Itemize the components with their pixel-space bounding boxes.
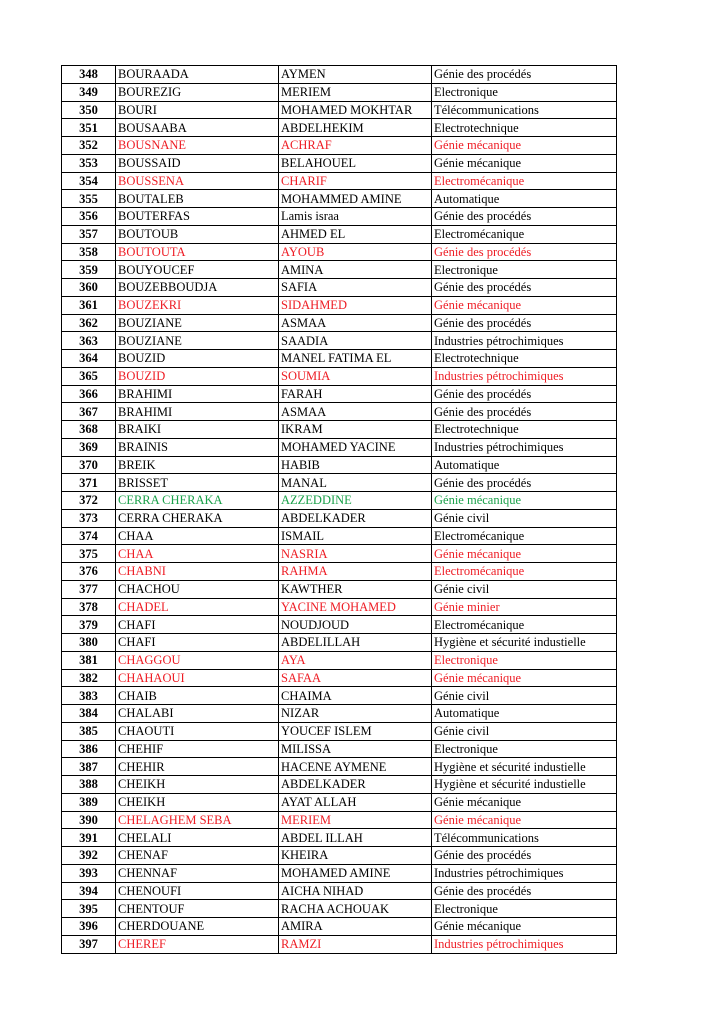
row-number: 349: [62, 83, 116, 101]
last-name-cell: BOUSSAID: [116, 154, 279, 172]
last-name-cell: CHAGGOU: [116, 651, 279, 669]
first-name-cell: HABIB: [279, 456, 432, 474]
last-name-cell: BOUTERFAS: [116, 208, 279, 226]
last-name-cell: BOUZEBBOUDJA: [116, 279, 279, 297]
table-row: [62, 367, 617, 385]
table-row: [62, 793, 617, 811]
first-name-cell: ABDELKADER: [279, 509, 432, 527]
department-cell: Automatique: [432, 705, 617, 723]
row-number: 389: [62, 793, 116, 811]
table-row: [62, 261, 617, 279]
first-name-cell: AZZEDDINE: [279, 492, 432, 510]
row-number: 370: [62, 456, 116, 474]
first-name-cell: CHARIF: [279, 172, 432, 190]
table-row: [62, 456, 617, 474]
row-number: 352: [62, 137, 116, 155]
department-cell: Génie des procédés: [432, 314, 617, 332]
table-row: [62, 811, 617, 829]
row-number: 364: [62, 350, 116, 368]
table-row: [62, 598, 617, 616]
first-name-cell: AYOUB: [279, 243, 432, 261]
first-name-cell: BELAHOUEL: [279, 154, 432, 172]
row-number: 363: [62, 332, 116, 350]
last-name-cell: CHELALI: [116, 829, 279, 847]
department-cell: Electronique: [432, 651, 617, 669]
last-name-cell: CHACHOU: [116, 580, 279, 598]
first-name-cell: KAWTHER: [279, 580, 432, 598]
first-name-cell: YACINE MOHAMED: [279, 598, 432, 616]
first-name-cell: RACHA ACHOUAK: [279, 900, 432, 918]
table-row: [62, 563, 617, 581]
last-name-cell: CHEREF: [116, 935, 279, 953]
last-name-cell: BOUSAABA: [116, 119, 279, 137]
first-name-cell: NASRIA: [279, 545, 432, 563]
last-name-cell: CHAOUTI: [116, 722, 279, 740]
last-name-cell: CHAA: [116, 545, 279, 563]
first-name-cell: SAFIA: [279, 279, 432, 297]
department-cell: Génie mécanique: [432, 793, 617, 811]
row-number: 376: [62, 563, 116, 581]
first-name-cell: ABDELHEKIM: [279, 119, 432, 137]
first-name-cell: CHAIMA: [279, 687, 432, 705]
department-cell: Génie des procédés: [432, 66, 617, 84]
row-number: 394: [62, 882, 116, 900]
first-name-cell: ASMAA: [279, 314, 432, 332]
department-cell: Industries pétrochimiques: [432, 864, 617, 882]
last-name-cell: CHAA: [116, 527, 279, 545]
table-row: [62, 545, 617, 563]
table-row: [62, 83, 617, 101]
row-number: 362: [62, 314, 116, 332]
last-name-cell: CHEIKH: [116, 776, 279, 794]
table-row: [62, 208, 617, 226]
row-number: 374: [62, 527, 116, 545]
row-number: 388: [62, 776, 116, 794]
first-name-cell: MANEL FATIMA EL: [279, 350, 432, 368]
department-cell: Génie mécanique: [432, 137, 617, 155]
table-row: [62, 492, 617, 510]
last-name-cell: BOUSNANE: [116, 137, 279, 155]
table-row: [62, 119, 617, 137]
table-row: [62, 900, 617, 918]
row-number: 358: [62, 243, 116, 261]
row-number: 379: [62, 616, 116, 634]
row-number: 351: [62, 119, 116, 137]
table-row: [62, 314, 617, 332]
department-cell: Génie des procédés: [432, 847, 617, 865]
row-number: 383: [62, 687, 116, 705]
row-number: 372: [62, 492, 116, 510]
first-name-cell: IKRAM: [279, 421, 432, 439]
last-name-cell: BRAHIMI: [116, 403, 279, 421]
last-name-cell: BOUTOUTA: [116, 243, 279, 261]
row-number: 386: [62, 740, 116, 758]
last-name-cell: CHENOUFI: [116, 882, 279, 900]
table-row: [62, 101, 617, 119]
row-number: 360: [62, 279, 116, 297]
last-name-cell: BRISSET: [116, 474, 279, 492]
row-number: 384: [62, 705, 116, 723]
table-row: [62, 776, 617, 794]
first-name-cell: MERIEM: [279, 83, 432, 101]
table-row: [62, 421, 617, 439]
department-cell: Electrotechnique: [432, 119, 617, 137]
department-cell: Electronique: [432, 900, 617, 918]
department-cell: Génie des procédés: [432, 882, 617, 900]
table-row: [62, 332, 617, 350]
first-name-cell: MILISSA: [279, 740, 432, 758]
row-number: 385: [62, 722, 116, 740]
last-name-cell: CHEHIR: [116, 758, 279, 776]
department-cell: Génie mécanique: [432, 918, 617, 936]
first-name-cell: ABDELILLAH: [279, 634, 432, 652]
last-name-cell: CHELAGHEM SEBA: [116, 811, 279, 829]
department-cell: Industries pétrochimiques: [432, 935, 617, 953]
department-cell: Hygiène et sécurité industielle: [432, 776, 617, 794]
department-cell: Génie mécanique: [432, 154, 617, 172]
department-cell: Génie mécanique: [432, 545, 617, 563]
department-cell: Electromécanique: [432, 563, 617, 581]
last-name-cell: BRAINIS: [116, 438, 279, 456]
last-name-cell: CHENAF: [116, 847, 279, 865]
department-cell: Télécommunications: [432, 829, 617, 847]
row-number: 390: [62, 811, 116, 829]
last-name-cell: CHADEL: [116, 598, 279, 616]
department-cell: Génie des procédés: [432, 279, 617, 297]
first-name-cell: NOUDJOUD: [279, 616, 432, 634]
first-name-cell: ACHRAF: [279, 137, 432, 155]
first-name-cell: AMINA: [279, 261, 432, 279]
department-cell: Génie des procédés: [432, 474, 617, 492]
table-row: [62, 474, 617, 492]
row-number: 381: [62, 651, 116, 669]
department-cell: Génie civil: [432, 722, 617, 740]
last-name-cell: BOUZEKRI: [116, 296, 279, 314]
first-name-cell: SIDAHMED: [279, 296, 432, 314]
department-cell: Electronique: [432, 83, 617, 101]
department-cell: Génie mécanique: [432, 492, 617, 510]
last-name-cell: BOUZID: [116, 350, 279, 368]
last-name-cell: CHABNI: [116, 563, 279, 581]
first-name-cell: AYA: [279, 651, 432, 669]
last-name-cell: BOUREZIG: [116, 83, 279, 101]
first-name-cell: KHEIRA: [279, 847, 432, 865]
row-number: 387: [62, 758, 116, 776]
last-name-cell: CHENTOUF: [116, 900, 279, 918]
table-row: [62, 935, 617, 953]
first-name-cell: Lamis israa: [279, 208, 432, 226]
row-number: 354: [62, 172, 116, 190]
first-name-cell: MERIEM: [279, 811, 432, 829]
first-name-cell: AYMEN: [279, 66, 432, 84]
first-name-cell: AYAT ALLAH: [279, 793, 432, 811]
row-number: 395: [62, 900, 116, 918]
table-row: [62, 616, 617, 634]
first-name-cell: FARAH: [279, 385, 432, 403]
department-cell: Génie mécanique: [432, 669, 617, 687]
table-row: [62, 847, 617, 865]
department-cell: Génie des procédés: [432, 243, 617, 261]
last-name-cell: CHEHIF: [116, 740, 279, 758]
first-name-cell: MANAL: [279, 474, 432, 492]
row-number: 367: [62, 403, 116, 421]
table-row: [62, 225, 617, 243]
last-name-cell: BOURI: [116, 101, 279, 119]
department-cell: Hygiène et sécurité industielle: [432, 758, 617, 776]
row-number: 396: [62, 918, 116, 936]
row-number: 357: [62, 225, 116, 243]
table-row: [62, 438, 617, 456]
table-row: [62, 154, 617, 172]
department-cell: Electromécanique: [432, 616, 617, 634]
row-number: 366: [62, 385, 116, 403]
first-name-cell: MOHAMED MOKHTAR: [279, 101, 432, 119]
table-row: [62, 634, 617, 652]
table-row: [62, 882, 617, 900]
row-number: 378: [62, 598, 116, 616]
department-cell: Electronique: [432, 740, 617, 758]
table-row: [62, 864, 617, 882]
first-name-cell: SAFAA: [279, 669, 432, 687]
last-name-cell: CHAHAOUI: [116, 669, 279, 687]
student-table-body: [62, 66, 617, 954]
department-cell: Génie des procédés: [432, 385, 617, 403]
department-cell: Télécommunications: [432, 101, 617, 119]
table-row: [62, 190, 617, 208]
row-number: 375: [62, 545, 116, 563]
last-name-cell: CHERDOUANE: [116, 918, 279, 936]
department-cell: Génie des procédés: [432, 208, 617, 226]
row-number: 359: [62, 261, 116, 279]
department-cell: Génie civil: [432, 580, 617, 598]
first-name-cell: AHMED EL: [279, 225, 432, 243]
first-name-cell: ABDELKADER: [279, 776, 432, 794]
row-number: 350: [62, 101, 116, 119]
department-cell: Génie civil: [432, 687, 617, 705]
department-cell: Electronique: [432, 261, 617, 279]
row-number: 369: [62, 438, 116, 456]
table-row: [62, 296, 617, 314]
first-name-cell: HACENE AYMENE: [279, 758, 432, 776]
first-name-cell: ISMAIL: [279, 527, 432, 545]
first-name-cell: MOHAMED AMINE: [279, 864, 432, 882]
row-number: 348: [62, 66, 116, 84]
table-row: [62, 509, 617, 527]
table-row: [62, 651, 617, 669]
table-row: [62, 172, 617, 190]
first-name-cell: MOHAMMED AMINE: [279, 190, 432, 208]
table-row: [62, 722, 617, 740]
first-name-cell: RAMZI: [279, 935, 432, 953]
table-row: [62, 403, 617, 421]
row-number: 393: [62, 864, 116, 882]
last-name-cell: BREIK: [116, 456, 279, 474]
department-cell: Electromécanique: [432, 527, 617, 545]
department-cell: Electromécanique: [432, 225, 617, 243]
last-name-cell: BOUZIANE: [116, 332, 279, 350]
last-name-cell: CHAIB: [116, 687, 279, 705]
row-number: 355: [62, 190, 116, 208]
table-row: [62, 243, 617, 261]
department-cell: Electromécanique: [432, 172, 617, 190]
row-number: 356: [62, 208, 116, 226]
table-row: [62, 740, 617, 758]
row-number: 391: [62, 829, 116, 847]
first-name-cell: NIZAR: [279, 705, 432, 723]
row-number: 371: [62, 474, 116, 492]
department-cell: Automatique: [432, 190, 617, 208]
last-name-cell: CHENNAF: [116, 864, 279, 882]
first-name-cell: SOUMIA: [279, 367, 432, 385]
row-number: 380: [62, 634, 116, 652]
last-name-cell: CHAFI: [116, 616, 279, 634]
table-row: [62, 527, 617, 545]
department-cell: Génie des procédés: [432, 403, 617, 421]
row-number: 397: [62, 935, 116, 953]
department-cell: Industries pétrochimiques: [432, 438, 617, 456]
table-row: [62, 705, 617, 723]
row-number: 377: [62, 580, 116, 598]
last-name-cell: BOUTALEB: [116, 190, 279, 208]
row-number: 361: [62, 296, 116, 314]
row-number: 368: [62, 421, 116, 439]
table-row: [62, 918, 617, 936]
department-cell: Génie mécanique: [432, 296, 617, 314]
row-number: 382: [62, 669, 116, 687]
last-name-cell: BOUZID: [116, 367, 279, 385]
row-number: 392: [62, 847, 116, 865]
first-name-cell: SAADIA: [279, 332, 432, 350]
last-name-cell: BOURAADA: [116, 66, 279, 84]
student-list-page: [61, 65, 617, 954]
table-row: [62, 669, 617, 687]
row-number: 373: [62, 509, 116, 527]
first-name-cell: ASMAA: [279, 403, 432, 421]
last-name-cell: CHAFI: [116, 634, 279, 652]
table-row: [62, 279, 617, 297]
student-table: [61, 65, 617, 954]
row-number: 365: [62, 367, 116, 385]
last-name-cell: BRAHIMI: [116, 385, 279, 403]
last-name-cell: BOUYOUCEF: [116, 261, 279, 279]
table-row: [62, 350, 617, 368]
table-row: [62, 66, 617, 84]
table-row: [62, 385, 617, 403]
first-name-cell: AICHA NIHAD: [279, 882, 432, 900]
last-name-cell: BOUTOUB: [116, 225, 279, 243]
last-name-cell: BRAIKI: [116, 421, 279, 439]
department-cell: Automatique: [432, 456, 617, 474]
last-name-cell: CERRA CHERAKA: [116, 509, 279, 527]
table-row: [62, 758, 617, 776]
department-cell: Electrotechnique: [432, 350, 617, 368]
first-name-cell: ABDEL ILLAH: [279, 829, 432, 847]
table-row: [62, 829, 617, 847]
department-cell: Génie minier: [432, 598, 617, 616]
last-name-cell: CHEIKH: [116, 793, 279, 811]
first-name-cell: MOHAMED YACINE: [279, 438, 432, 456]
first-name-cell: AMIRA: [279, 918, 432, 936]
first-name-cell: RAHMA: [279, 563, 432, 581]
last-name-cell: CERRA CHERAKA: [116, 492, 279, 510]
first-name-cell: YOUCEF ISLEM: [279, 722, 432, 740]
department-cell: Hygiène et sécurité industielle: [432, 634, 617, 652]
department-cell: Industries pétrochimiques: [432, 367, 617, 385]
row-number: 353: [62, 154, 116, 172]
last-name-cell: CHALABI: [116, 705, 279, 723]
table-row: [62, 580, 617, 598]
table-row: [62, 687, 617, 705]
department-cell: Génie mécanique: [432, 811, 617, 829]
last-name-cell: BOUZIANE: [116, 314, 279, 332]
department-cell: Génie civil: [432, 509, 617, 527]
department-cell: Electrotechnique: [432, 421, 617, 439]
last-name-cell: BOUSSENA: [116, 172, 279, 190]
table-row: [62, 137, 617, 155]
department-cell: Industries pétrochimiques: [432, 332, 617, 350]
